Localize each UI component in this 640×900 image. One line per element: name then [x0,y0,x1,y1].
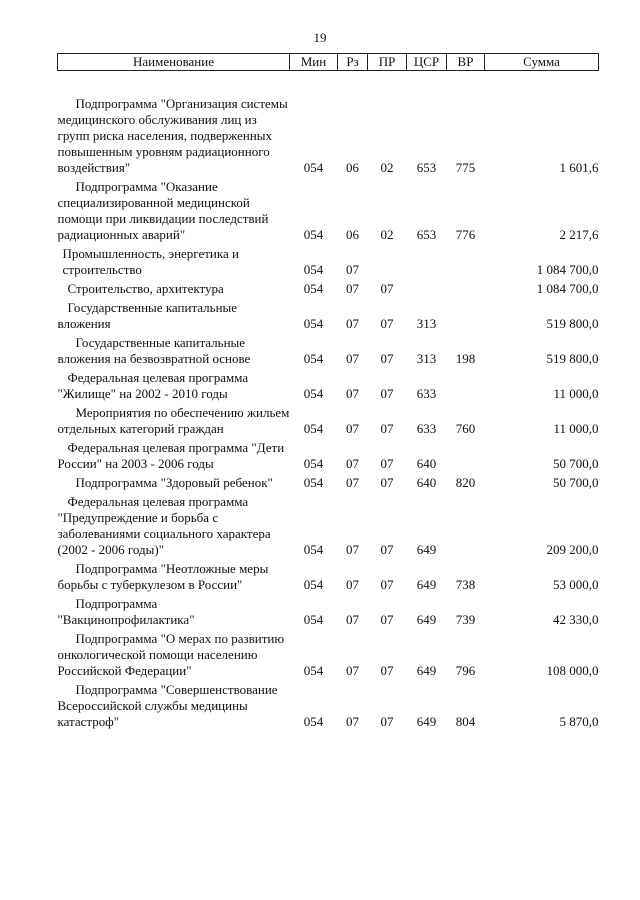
row-csr [407,278,447,297]
table-row [58,437,599,472]
row-pr: 07 [380,281,394,296]
row-vr [447,278,485,297]
budget-table [57,53,599,730]
row-name: Промышленность, энергетика и строительство [62,246,239,277]
row-vr: 738 [455,577,476,592]
row-rz: 06 [346,160,359,175]
row-rz: 07 [346,351,359,366]
row-csr: 649 [416,612,437,627]
row-sum: 53 000,0 [553,577,599,592]
table-header-row [58,54,599,71]
spacer-row [58,71,599,94]
row-min: 054 [303,316,324,331]
row-csr: 640 [416,475,437,490]
row-csr: 633 [416,421,437,436]
table-row [58,297,599,332]
row-pr: 07 [380,714,394,729]
row-csr: 649 [416,714,437,729]
row-sum: 519 800,0 [546,316,599,331]
row-vr: 776 [455,227,476,242]
row-min: 054 [303,612,324,627]
row-name: Подпрограмма "Организация системы медицинского обслуживания лиц из групп риска населения, подверженных повышенным уровням радиационного воздействия" [57,96,288,175]
table-row [58,593,599,628]
row-min: 054 [303,386,324,401]
row-min: 054 [303,475,324,490]
row-min: 054 [303,351,324,366]
row-name: Строительство, архитектура [67,281,224,296]
row-pr: 02 [380,227,394,242]
row-min: 054 [303,456,324,471]
row-csr: 649 [416,577,437,592]
row-pr: 07 [380,542,394,557]
row-csr: 649 [416,663,437,678]
row-rz: 07 [346,262,359,277]
row-pr: 07 [380,351,394,366]
row-csr [407,243,447,278]
row-csr: 633 [416,386,437,401]
page-number: 19 [313,30,327,45]
row-pr: 07 [380,577,394,592]
row-pr: 07 [380,663,394,678]
row-csr: 640 [416,456,437,471]
row-vr: 796 [455,663,476,678]
row-rz: 07 [346,475,359,490]
row-min: 054 [303,160,324,175]
row-rz: 07 [346,386,359,401]
row-rz: 06 [346,227,359,242]
table-row [58,491,599,558]
row-name: Федеральная целевая программа "Жилище" на 2002 - 2010 годы [57,370,249,401]
row-sum: 519 800,0 [546,351,599,366]
row-min: 054 [303,577,324,592]
row-name: Федеральная целевая программа "Предупреждение и борьба с заболеваниями социального характера (2002 - 2006 годы)" [57,494,271,557]
row-rz: 07 [346,663,359,678]
row-vr: 760 [455,421,476,436]
table-row [58,558,599,593]
row-name: Подпрограмма "Неотложные меры борьбы с туберкулезом в России" [57,561,269,592]
row-vr: 804 [455,714,476,729]
row-name: Федеральная целевая программа "Дети России" на 2003 - 2006 годы [57,440,285,471]
row-name: Подпрограмма "Оказание специализированной медицинской помощи при ликвидации последствий радиационных аварий" [57,179,269,242]
row-name: Государственные капитальные вложения [57,300,238,331]
row-vr [447,491,485,558]
row-csr: 313 [416,351,437,366]
row-pr [368,243,407,278]
row-vr [447,297,485,332]
row-csr: 649 [416,542,437,557]
row-rz: 07 [346,456,359,471]
column-header-rz: Рз [338,54,368,71]
column-header-csr: ЦСР [407,54,447,71]
row-rz: 07 [346,281,359,296]
row-pr: 07 [380,475,394,490]
column-header-name: Наименование [58,54,290,71]
row-name: Подпрограмма "Здоровый ребенок" [75,475,273,490]
row-name: Подпрограмма "Вакцинопрофилактика" [57,596,195,627]
column-header-sum: Сумма [485,54,599,71]
row-pr: 07 [380,386,394,401]
row-csr: 313 [416,316,437,331]
row-sum: 11 000,0 [553,421,599,436]
row-min: 054 [303,663,324,678]
row-vr: 775 [455,160,476,175]
row-rz: 07 [346,577,359,592]
row-name: Подпрограмма "О мерах по развитию онкологической помощи населению Российской Федерации" [57,631,285,678]
row-sum: 5 870,0 [559,714,599,729]
row-rz: 07 [346,714,359,729]
row-vr: 739 [455,612,476,627]
table-row [58,278,599,297]
row-sum: 50 700,0 [553,456,599,471]
column-header-min: Мин [290,54,338,71]
row-sum: 2 217,6 [559,227,599,242]
table-row [58,679,599,730]
row-pr: 07 [380,421,394,436]
row-vr [447,437,485,472]
row-sum: 1 084 700,0 [536,262,599,277]
row-pr: 07 [380,612,394,627]
row-vr [447,367,485,402]
row-rz: 07 [346,542,359,557]
table-row [58,93,599,176]
row-rz: 07 [346,421,359,436]
row-sum: 1 084 700,0 [536,281,599,296]
row-name: Мероприятия по обеспечению жильем отдельных категорий граждан [57,405,290,436]
row-vr [447,243,485,278]
row-csr: 653 [416,227,437,242]
column-header-vr: ВР [447,54,485,71]
row-pr: 07 [380,316,394,331]
row-csr: 653 [416,160,437,175]
row-vr: 198 [455,351,476,366]
row-min: 054 [303,281,324,296]
row-rz: 07 [346,316,359,331]
column-header-pr: ПР [368,54,407,71]
table-row [58,472,599,491]
table-row [58,176,599,243]
row-sum: 11 000,0 [553,386,599,401]
row-name: Подпрограмма "Совершенствование Всероссийской службы медицины катастроф" [57,682,278,729]
row-pr: 07 [380,456,394,471]
table-row [58,243,599,278]
row-sum: 50 700,0 [553,475,599,490]
row-min: 054 [303,542,324,557]
row-sum: 1 601,6 [559,160,599,175]
table-row [58,367,599,402]
row-sum: 108 000,0 [546,663,599,678]
row-rz: 07 [346,612,359,627]
table-row [58,402,599,437]
row-vr: 820 [455,475,476,490]
row-min: 054 [303,262,324,277]
row-sum: 209 200,0 [546,542,599,557]
row-sum: 42 330,0 [553,612,599,627]
row-min: 054 [303,227,324,242]
row-pr: 02 [380,160,394,175]
table-row [58,332,599,367]
row-min: 054 [303,421,324,436]
row-name: Государственные капитальные вложения на безвозвратной основе [57,335,251,366]
table-row [58,628,599,679]
row-min: 054 [303,714,324,729]
